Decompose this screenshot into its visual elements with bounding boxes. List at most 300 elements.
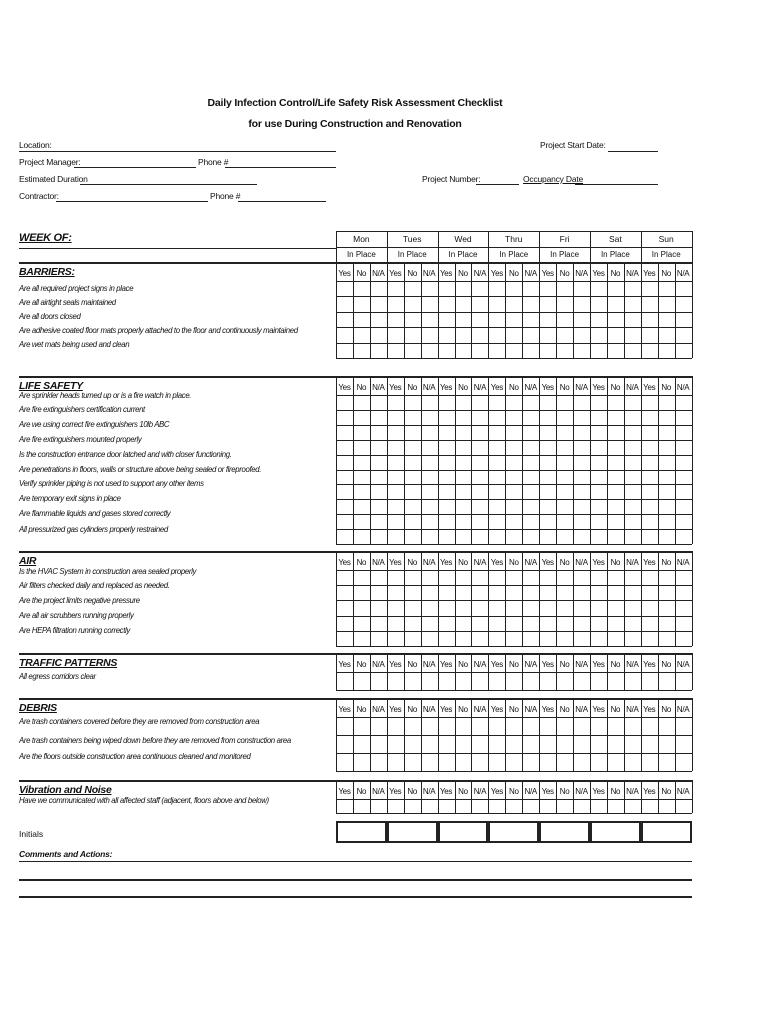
cell-divider: [353, 376, 354, 544]
ync-header-na: N/A: [473, 383, 487, 392]
day-header-divider: [539, 231, 540, 263]
day-divider: [692, 653, 693, 690]
row-border: [336, 327, 692, 328]
cell-divider: [624, 262, 625, 358]
row-border: [336, 813, 692, 814]
day-divider: [387, 698, 388, 771]
ync-header-na: N/A: [676, 705, 690, 714]
checklist-item: Are the project limits negative pressure: [19, 596, 140, 605]
checklist-item: Are trash containers covered before they are removed from construction area: [19, 717, 260, 726]
cell-divider: [455, 551, 456, 646]
checklist-item: Are all required project signs in place: [19, 284, 134, 293]
day-header-divider: [641, 231, 642, 263]
checklist-item: Are sprinkler heads turned up or is a fire watch in place.: [19, 391, 192, 400]
cell-divider: [421, 698, 422, 771]
ync-header-yes: Yes: [338, 383, 351, 392]
cell-divider: [556, 262, 557, 358]
day-divider: [692, 780, 693, 813]
row-border: [336, 358, 692, 359]
ync-header-yes: Yes: [490, 787, 503, 796]
row-border: [336, 484, 692, 485]
row-border: [336, 753, 692, 754]
ync-header-no: No: [559, 705, 570, 714]
ync-header-no: No: [356, 705, 367, 714]
ync-header-no: No: [610, 705, 621, 714]
cell-divider: [471, 698, 472, 771]
cell-divider: [404, 551, 405, 646]
checklist-item: Are flammable liquids and gases stored correctly: [19, 509, 171, 518]
ync-header-no: No: [508, 660, 519, 669]
cell-divider: [675, 780, 676, 813]
location-line[interactable]: [19, 151, 336, 152]
ync-header-na: N/A: [676, 383, 690, 392]
ync-header-na: N/A: [473, 660, 487, 669]
ync-header-no: No: [508, 787, 519, 796]
ync-header-no: No: [356, 660, 367, 669]
day-divider: [488, 653, 489, 690]
day-divider: [590, 780, 591, 813]
ync-header-yes: Yes: [389, 787, 402, 796]
ync-header-na: N/A: [372, 660, 385, 669]
cell-divider: [607, 780, 608, 813]
row-border: [336, 312, 692, 313]
ync-header-na: N/A: [422, 660, 436, 669]
cell-divider: [675, 376, 676, 544]
day-divider: [641, 653, 642, 690]
comments-line-3[interactable]: [19, 896, 692, 898]
ync-header-yes: Yes: [592, 660, 605, 669]
cell-divider: [556, 780, 557, 813]
day-header-divider: [488, 231, 489, 263]
day-header-divider: [387, 231, 388, 263]
row-border: [336, 717, 692, 718]
cell-divider: [505, 780, 506, 813]
ync-header-yes: Yes: [389, 660, 402, 669]
cell-divider: [658, 551, 659, 646]
cell-divider: [658, 262, 659, 358]
day-divider: [641, 376, 642, 544]
cell-divider: [607, 262, 608, 358]
ync-header-yes: Yes: [541, 558, 554, 567]
initials-box-sat[interactable]: [590, 821, 641, 843]
ync-header-yes: Yes: [338, 269, 351, 278]
day-divider: [336, 780, 337, 813]
cell-divider: [455, 780, 456, 813]
day-divider: [438, 551, 439, 646]
location-label: Location:: [19, 140, 52, 150]
cell-divider: [370, 262, 371, 358]
checklist-item: Are adhesive coated floor mats properly attached to the floor and continuously maintained: [19, 326, 298, 335]
day-divider: [336, 376, 337, 544]
ync-header-na: N/A: [524, 383, 537, 392]
day-divider: [590, 653, 591, 690]
ync-header-yes: Yes: [643, 269, 656, 278]
occupancy-date-label: Occupancy Date: [523, 174, 584, 184]
row-border: [336, 690, 692, 691]
row-border: [336, 296, 692, 297]
initials-box-tues[interactable]: [387, 821, 438, 843]
ync-header-yes: Yes: [490, 558, 503, 567]
ync-header-no: No: [508, 383, 519, 392]
checklist-item: Are HEPA filtration running correctly: [19, 626, 130, 635]
contractor-label: Contractor:: [19, 191, 59, 201]
cell-divider: [471, 376, 472, 544]
ync-header-yes: Yes: [643, 383, 656, 392]
ync-header-yes: Yes: [592, 383, 605, 392]
ync-header-na: N/A: [626, 787, 639, 796]
project-start-label: Project Start Date:: [540, 140, 606, 150]
ync-header-no: No: [407, 660, 417, 669]
cell-divider: [471, 262, 472, 358]
section-top-border: [19, 551, 692, 553]
day-divider: [641, 262, 642, 358]
cell-divider: [404, 698, 405, 771]
row-border: [336, 455, 692, 456]
row-border: [336, 570, 692, 571]
cell-divider: [556, 698, 557, 771]
contractor-line[interactable]: [56, 201, 208, 202]
ync-header-yes: Yes: [643, 705, 656, 714]
ync-header-no: No: [661, 558, 671, 567]
ync-header-na: N/A: [372, 383, 385, 392]
ync-header-no: No: [407, 705, 417, 714]
row-border: [336, 600, 692, 601]
day-divider: [336, 262, 337, 358]
cell-divider: [522, 376, 523, 544]
cell-divider: [675, 698, 676, 771]
initials-box-mon[interactable]: [336, 821, 387, 843]
ync-header-yes: Yes: [541, 787, 554, 796]
ync-header-no: No: [661, 787, 671, 796]
ync-header-yes: Yes: [338, 787, 351, 796]
ync-header-yes: Yes: [439, 269, 453, 278]
ync-header-na: N/A: [524, 558, 537, 567]
ync-header-yes: Yes: [643, 558, 656, 567]
cell-divider: [573, 653, 574, 690]
day-header-mid: [336, 247, 692, 248]
cell-divider: [353, 262, 354, 358]
in-place-label: In Place: [448, 250, 478, 259]
row-border: [336, 440, 692, 441]
checklist-item: Are all airtight seals maintained: [19, 298, 116, 307]
row-border: [336, 585, 692, 586]
project-start-line[interactable]: [608, 151, 658, 152]
ync-header-na: N/A: [372, 705, 385, 714]
ync-header-na: N/A: [676, 787, 690, 796]
cell-divider: [675, 551, 676, 646]
checklist-item: All pressurized gas cylinders properly restrained: [19, 525, 168, 534]
cell-divider: [353, 551, 354, 646]
ync-header-no: No: [559, 558, 570, 567]
day-label-fri: Fri: [559, 234, 570, 244]
day-divider: [488, 376, 489, 544]
cell-divider: [624, 653, 625, 690]
ync-header-na: N/A: [524, 269, 537, 278]
ync-header-na: N/A: [524, 705, 537, 714]
ync-header-na: N/A: [575, 269, 588, 278]
row-border: [336, 799, 692, 800]
cell-divider: [675, 262, 676, 358]
cell-divider: [353, 780, 354, 813]
phone-label-1: Phone #: [198, 157, 229, 167]
cell-divider: [573, 698, 574, 771]
checklist-item: Are fire extinguishers mounted properly: [19, 435, 142, 444]
ync-header-no: No: [356, 383, 367, 392]
cell-divider: [624, 376, 625, 544]
cell-divider: [455, 698, 456, 771]
day-divider: [438, 376, 439, 544]
ync-header-na: N/A: [422, 558, 436, 567]
ync-header-no: No: [407, 383, 417, 392]
ync-header-no: No: [458, 787, 468, 796]
ync-header-no: No: [610, 787, 621, 796]
checklist-item: Have we communicated with all affected staff (adjacent, floors above and below): [19, 796, 269, 805]
ync-header-na: N/A: [524, 787, 537, 796]
cell-divider: [573, 376, 574, 544]
section-title: BARRIERS:: [19, 266, 75, 278]
checklist-item: Are temporary exit signs in place: [19, 494, 121, 503]
cell-divider: [421, 376, 422, 544]
day-divider: [438, 653, 439, 690]
ync-header-na: N/A: [422, 383, 436, 392]
ync-header-no: No: [356, 787, 367, 796]
cell-divider: [421, 551, 422, 646]
ync-header-no: No: [610, 660, 621, 669]
cell-divider: [522, 653, 523, 690]
comments-line-1[interactable]: [19, 861, 692, 862]
cell-divider: [607, 376, 608, 544]
cell-divider: [455, 262, 456, 358]
in-place-label: In Place: [499, 250, 529, 259]
ync-header-na: N/A: [372, 269, 385, 278]
ync-header-yes: Yes: [490, 705, 503, 714]
initials-box-thru[interactable]: [488, 821, 539, 843]
checklist-item: All egress corridors clear: [19, 672, 96, 681]
project-number-line[interactable]: [476, 184, 519, 185]
ync-header-yes: Yes: [439, 787, 453, 796]
cell-divider: [471, 551, 472, 646]
ync-header-na: N/A: [676, 660, 690, 669]
comments-label: Comments and Actions:: [19, 849, 113, 859]
estimated-duration-line[interactable]: [80, 184, 257, 185]
cell-divider: [455, 653, 456, 690]
row-border: [336, 646, 692, 647]
section-top-border: [19, 653, 692, 655]
initials-label: Initials: [19, 829, 44, 839]
ync-header-no: No: [661, 705, 671, 714]
day-divider: [438, 262, 439, 358]
cell-divider: [624, 780, 625, 813]
ync-header-na: N/A: [575, 660, 588, 669]
ync-header-yes: Yes: [643, 787, 656, 796]
ync-header-na: N/A: [524, 660, 537, 669]
cell-divider: [421, 780, 422, 813]
cell-divider: [370, 698, 371, 771]
day-divider: [387, 262, 388, 358]
checklist-item: Are wet mats being used and clean: [19, 340, 130, 349]
day-divider: [387, 780, 388, 813]
ync-header-yes: Yes: [592, 269, 605, 278]
cell-divider: [404, 376, 405, 544]
ync-header-na: N/A: [626, 383, 639, 392]
ync-header-no: No: [559, 269, 570, 278]
day-divider: [488, 780, 489, 813]
ync-header-yes: Yes: [389, 558, 402, 567]
ync-header-na: N/A: [575, 383, 588, 392]
in-place-label: In Place: [651, 250, 681, 259]
ync-header-na: N/A: [422, 269, 436, 278]
week-of-line[interactable]: [19, 248, 336, 249]
day-label-wed: Wed: [454, 234, 472, 244]
day-divider: [387, 551, 388, 646]
section-top-border: [19, 780, 692, 782]
cell-divider: [556, 551, 557, 646]
checklist-item: Air filters checked daily and replaced as needed.: [19, 581, 170, 590]
ync-header-no: No: [508, 558, 519, 567]
phone-line-1[interactable]: [225, 167, 336, 168]
cell-divider: [404, 780, 405, 813]
cell-divider: [675, 653, 676, 690]
ync-header-yes: Yes: [490, 269, 503, 278]
initials-box-fri[interactable]: [539, 821, 590, 843]
cell-divider: [607, 653, 608, 690]
cell-divider: [522, 698, 523, 771]
day-label-mon: Mon: [353, 234, 370, 244]
ync-header-no: No: [407, 787, 417, 796]
form-title-line2: for use During Construction and Renovation: [248, 118, 462, 130]
cell-divider: [522, 262, 523, 358]
day-divider: [590, 551, 591, 646]
section-title: DEBRIS: [19, 702, 57, 714]
ync-header-yes: Yes: [439, 660, 453, 669]
day-divider: [590, 376, 591, 544]
day-divider: [590, 262, 591, 358]
ync-header-yes: Yes: [643, 660, 656, 669]
ync-header-na: N/A: [626, 269, 639, 278]
ync-header-na: N/A: [422, 705, 436, 714]
ync-header-na: N/A: [676, 558, 690, 567]
checklist-item: Are all doors closed: [19, 312, 81, 321]
row-border: [336, 616, 692, 617]
ync-header-no: No: [661, 269, 671, 278]
initials-box-wed[interactable]: [438, 821, 489, 843]
day-label-sun: Sun: [658, 234, 674, 244]
day-divider: [488, 698, 489, 771]
day-divider: [692, 376, 693, 544]
ync-header-na: N/A: [575, 787, 588, 796]
ync-header-no: No: [407, 269, 417, 278]
checklist-item: Are trash containers being wiped down before they are removed from construction area: [19, 736, 291, 745]
ync-header-no: No: [508, 269, 519, 278]
ync-header-yes: Yes: [541, 705, 554, 714]
ync-header-na: N/A: [422, 787, 436, 796]
ync-header-no: No: [610, 558, 621, 567]
ync-header-no: No: [559, 660, 570, 669]
day-divider: [641, 780, 642, 813]
day-divider: [539, 262, 540, 358]
in-place-label: In Place: [600, 250, 630, 259]
ync-header-na: N/A: [473, 705, 487, 714]
day-divider: [641, 551, 642, 646]
section-title: Vibration and Noise: [19, 784, 112, 796]
ync-header-yes: Yes: [338, 660, 351, 669]
row-border: [336, 281, 692, 282]
section-top-border: [19, 698, 692, 700]
row-border: [336, 672, 692, 673]
row-border: [336, 631, 692, 632]
cell-divider: [522, 551, 523, 646]
row-border: [336, 410, 692, 411]
cell-divider: [573, 262, 574, 358]
ync-header-yes: Yes: [592, 705, 605, 714]
ync-header-yes: Yes: [541, 269, 554, 278]
ync-header-no: No: [661, 660, 671, 669]
cell-divider: [556, 376, 557, 544]
day-divider: [539, 698, 540, 771]
cell-divider: [573, 780, 574, 813]
cell-divider: [573, 551, 574, 646]
cell-divider: [353, 653, 354, 690]
row-border: [336, 529, 692, 530]
cell-divider: [353, 698, 354, 771]
cell-divider: [624, 551, 625, 646]
section-top-border: [19, 376, 692, 378]
ync-header-na: N/A: [473, 787, 487, 796]
day-divider: [539, 653, 540, 690]
cell-divider: [556, 653, 557, 690]
ync-header-no: No: [356, 269, 367, 278]
day-label-sat: Sat: [609, 234, 622, 244]
cell-divider: [421, 262, 422, 358]
initials-box-sun[interactable]: [641, 821, 692, 843]
project-number-label: Project Number:: [422, 174, 481, 184]
cell-divider: [370, 653, 371, 690]
row-border: [336, 735, 692, 736]
day-divider: [641, 698, 642, 771]
phone-line-2[interactable]: [238, 201, 326, 202]
checklist-item: Are fire extinguishers certification current: [19, 405, 145, 414]
ync-header-na: N/A: [626, 558, 639, 567]
ync-header-na: N/A: [473, 558, 487, 567]
day-divider: [387, 653, 388, 690]
day-divider: [590, 698, 591, 771]
ync-header-na: N/A: [575, 705, 588, 714]
ync-header-yes: Yes: [592, 558, 605, 567]
ync-header-na: N/A: [626, 705, 639, 714]
checklist-item: Are the floors outside construction area continuous cleaned and monitored: [19, 752, 251, 761]
comments-line-2[interactable]: [19, 879, 692, 881]
day-header-divider: [692, 231, 693, 263]
row-border: [336, 499, 692, 500]
project-manager-line[interactable]: [74, 167, 196, 168]
ync-header-no: No: [458, 269, 468, 278]
row-border: [336, 771, 692, 772]
day-divider: [539, 376, 540, 544]
ync-header-na: N/A: [372, 558, 385, 567]
day-header-divider: [590, 231, 591, 263]
ync-header-yes: Yes: [541, 383, 554, 392]
cell-divider: [471, 653, 472, 690]
day-divider: [692, 262, 693, 358]
checklist-item: Is the construction entrance door latched and with closer functioning.: [19, 450, 232, 459]
occupancy-date-line[interactable]: [575, 184, 658, 185]
day-divider: [438, 780, 439, 813]
ync-header-no: No: [661, 383, 671, 392]
day-divider: [336, 698, 337, 771]
row-border: [336, 470, 692, 471]
cell-divider: [370, 376, 371, 544]
cell-divider: [370, 780, 371, 813]
